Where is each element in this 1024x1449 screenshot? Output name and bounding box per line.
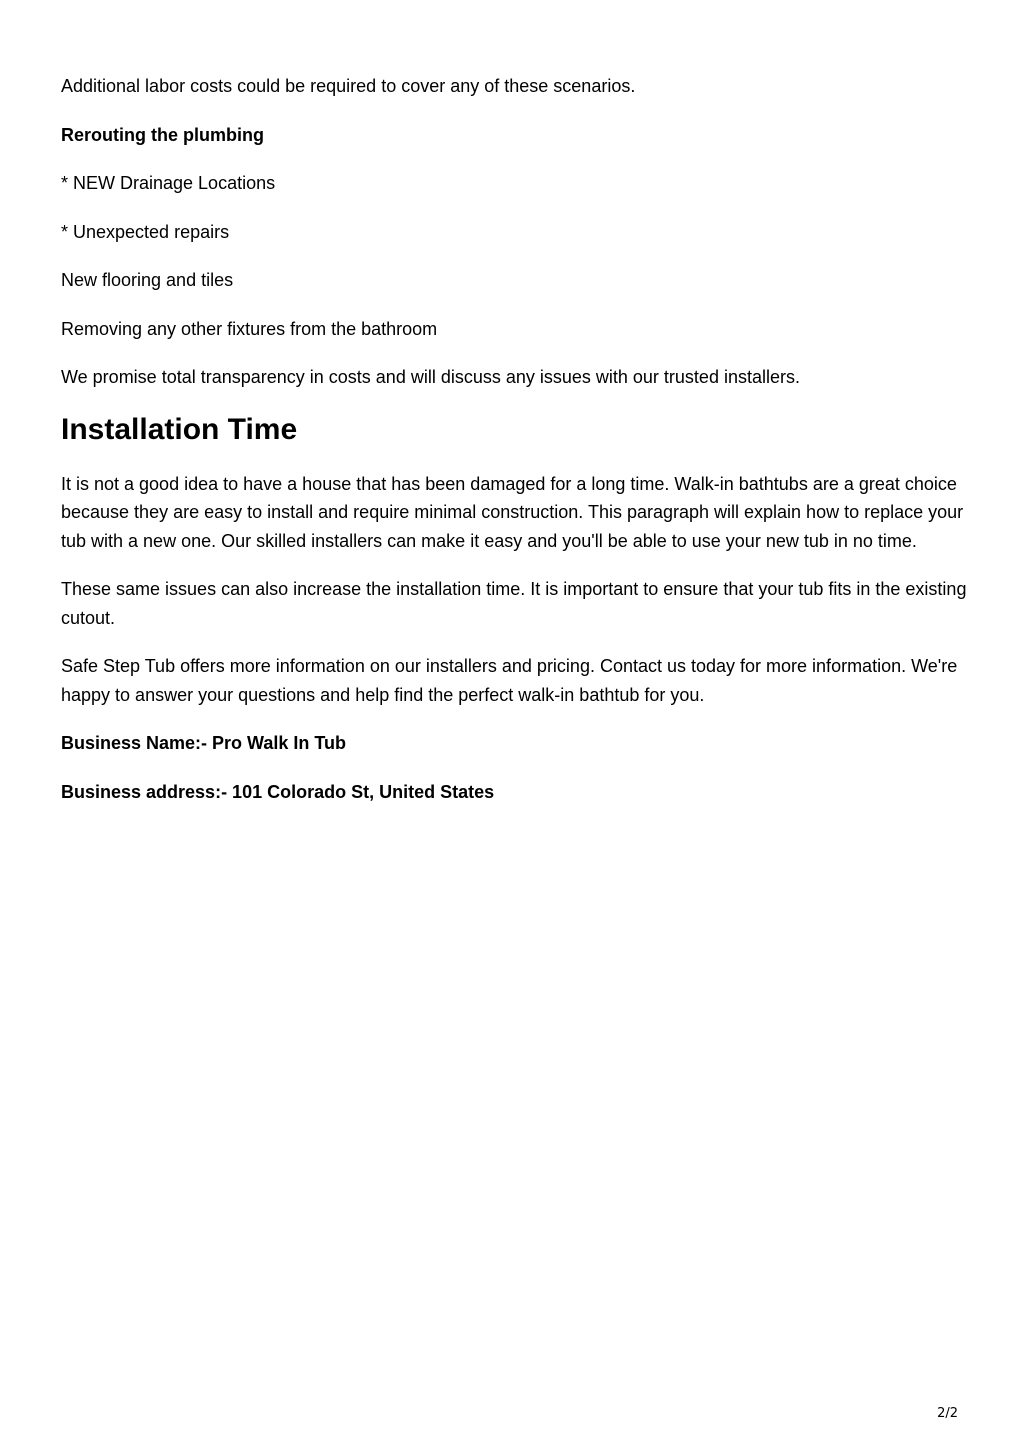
business-name: Business Name:- Pro Walk In Tub	[61, 733, 347, 753]
flooring-paragraph: New flooring and tiles	[61, 270, 234, 290]
rerouting-heading: Rerouting the plumbing	[61, 124, 264, 145]
installation-time-heading: Installation Time	[61, 412, 298, 446]
drainage-item: * NEW Drainage Locations	[61, 173, 276, 193]
page-number: 2/2	[937, 1406, 958, 1421]
business-address: Business address:- 101 Colorado St, United States	[61, 781, 495, 802]
page-content	[61, 72, 971, 826]
installation-paragraph-3: Safe Step Tub offers more information on our installers and pricing. Contact us today for more information. We're happy to answer your questions and help find the perfect walk-in bathtub for you.	[61, 656, 958, 705]
intro-paragraph: Additional labor costs could be required to cover any of these scenarios.	[61, 76, 636, 96]
transparency-paragraph: We promise total transparency in costs and will discuss any issues with our trusted installers.	[61, 367, 800, 387]
repairs-item: * Unexpected repairs	[61, 221, 230, 242]
installation-paragraph-1: It is not a good idea to have a house that has been damaged for a long time. Walk-in bathtubs are a great choice because they are easy to install and require minimal construction. This paragraph will explain how to replace your tub with a new one. Our skilled installers can make it easy and you'll be able to use your new tub in no time.	[61, 473, 964, 551]
removing-paragraph: Removing any other fixtures from the bathroom	[61, 318, 438, 339]
installation-paragraph-2: These same issues can also increase the installation time. It is important to ensure that your tub fits in the existing cutout.	[61, 579, 967, 628]
